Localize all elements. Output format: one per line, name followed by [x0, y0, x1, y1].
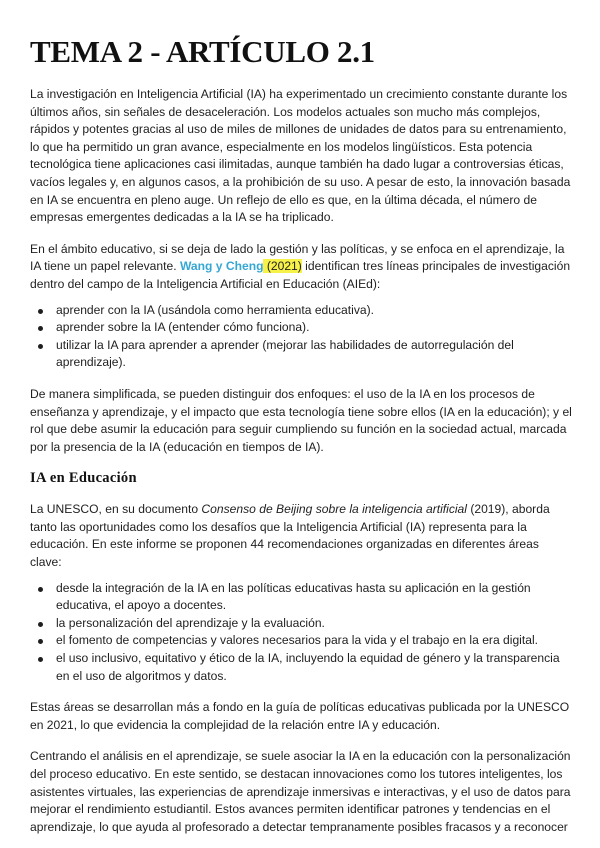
- list-item: desde la integración de la IA en las políticas educativas hasta su aplicación en la gestión educativa, el apoyo a docentes.: [52, 580, 572, 615]
- list-item: aprender sobre la IA (entender cómo funciona).: [52, 319, 572, 337]
- unesco-paragraph: [30, 501, 572, 571]
- guide-paragraph: Estas áreas se desarrollan más a fondo en la guía de políticas educativas publicada por la UNESCO en 2021, lo que evidencia la complejidad de la relación entre IA y educación.: [30, 700, 570, 732]
- document-title-italic: Consenso de Beijing sobre la inteligencia artificial: [201, 502, 467, 517]
- list-item: el fomento de competencias y valores necesarios para la vida y el trabajo en la era digital.: [52, 632, 572, 650]
- citation-link[interactable]: Wang y Cheng: [179, 259, 264, 274]
- citation-year-highlight: (2021): [263, 259, 302, 274]
- list-item: aprender con la IA (usándola como herramienta educativa).: [52, 302, 572, 320]
- final-paragraph: Centrando el análisis en el aprendizaje, se suele asociar la IA en la educación con la personalización del proceso educativo. En este sentido, se destacan innovaciones como los tutores inteligentes, los asistentes virtuales, las experiencias de aprendizaje inmersivas e interactivas, y el uso de datos para mejorar el rendimiento estudiantil. Estos avances permiten identificar patrones y tendencias en el aprendizaje, lo que ayuda al profesorado a detectar tempranamente posibles fracasos y a reconocer: [30, 749, 571, 834]
- list-item: utilizar la IA para aprender a aprender (mejorar las habilidades de autorregulación del aprendizaje).: [52, 337, 572, 372]
- education-text-before: En el ámbito educativo, si se deja de lado la gestión y las políticas, y se enfoca en el aprendizaje, la IA tiene un papel relevante.: [30, 241, 565, 274]
- approaches-paragraph: De manera simplificada, se pueden distinguir dos enfoques: el uso de la IA en los procesos de enseñanza y aprendizaje, y el impacto que esta tecnología tiene sobre ellos (IA en la educación); y el rol que debe asumir la educación para seguir cumpliendo su función en la sociedad actual, marcada por la presencia de la IA (educación en tiempos de IA).: [30, 386, 572, 454]
- research-lines-list: [30, 302, 572, 372]
- list-item: el uso inclusivo, equitativo y ético de la IA, incluyendo la equidad de género y la transparencia en el uso de algoritmos y datos.: [52, 650, 572, 685]
- education-paragraph: [30, 241, 572, 294]
- section-heading: IA en Educación: [30, 470, 137, 487]
- intro-paragraph: La investigación en Inteligencia Artificial (IA) ha experimentado un crecimiento constante durante los últimos años, sin señales de desaceleración. Los modelos actuales son mucho más complejos, rápidos y potentes gracias al uso de miles de millones de unidades de datos para su entrenamiento, lo que ha permitido un gran avance, especialmente en los modelos lingüísticos. Esta potencia tecnológica tiene aplicaciones casi ilimitadas, aunque también ha dado lugar a controversias éticas, vacíos legales y, en algunos casos, a la prohibición de su uso. A pesar de esto, la innovación basada en IA se encuentra en pleno auge. Un reflejo de ello es que, en la última década, el número de empresas emergentes dedicadas a la IA se ha triplicado.: [30, 87, 571, 225]
- page-title: TEMA 2 - ARTÍCULO 2.1: [30, 34, 375, 69]
- education-text-after: identifican tres líneas principales de investigación dentro del campo de la Inteligencia Artificial en Educación (AIEd):: [30, 259, 571, 291]
- unesco-text-before: La UNESCO, en su documento: [30, 502, 202, 517]
- list-item: la personalización del aprendizaje y la evaluación.: [52, 615, 572, 633]
- unesco-text-after: (2019), aborda tanto las oportunidades como los desafíos que la Inteligencia Artificial (IA) representa para la educación. En este informe se proponen 44 recomendaciones organizadas en diferentes áreas clave:: [30, 502, 550, 570]
- key-areas-list: [30, 580, 572, 686]
